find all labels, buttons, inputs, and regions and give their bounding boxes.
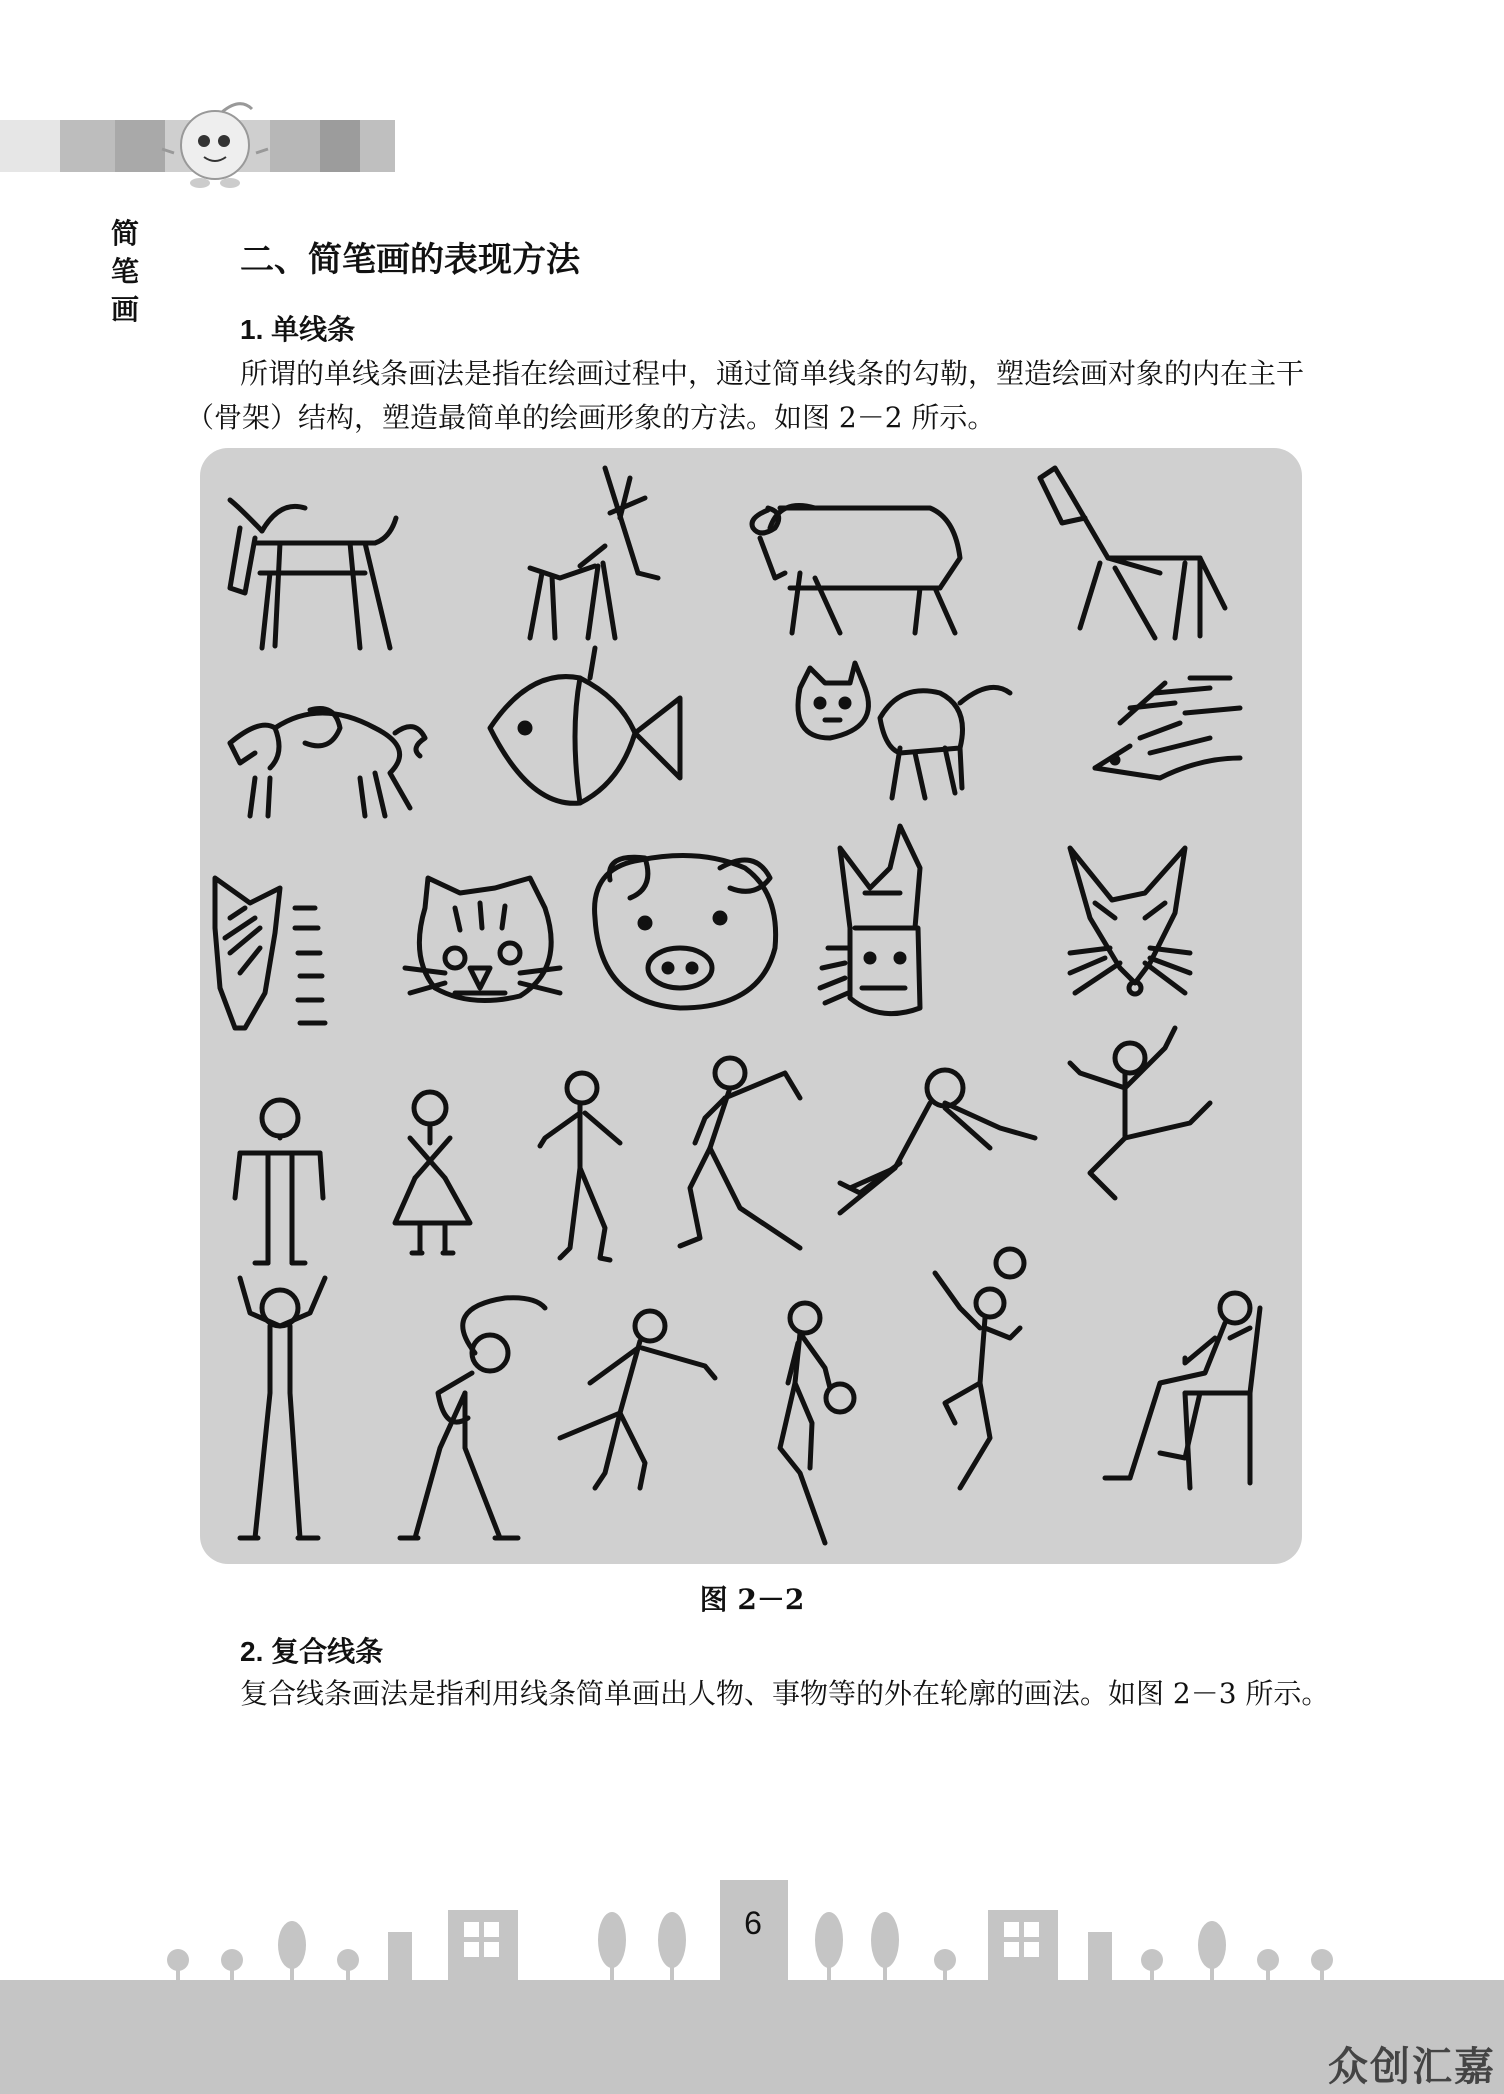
pig-head-drawing bbox=[595, 856, 776, 1009]
page-number: 6 bbox=[744, 1905, 762, 1941]
ox-drawing bbox=[230, 500, 396, 648]
fox-head-drawing bbox=[1070, 848, 1190, 994]
seated-figure bbox=[1105, 1293, 1260, 1488]
arms-raised-figure bbox=[240, 1278, 325, 1538]
walking-figure bbox=[540, 1073, 620, 1260]
running-figure bbox=[680, 1058, 800, 1248]
standing-man-figure bbox=[235, 1100, 323, 1263]
figure-caption: 图 2－2 bbox=[699, 1583, 805, 1616]
tiger-head-drawing bbox=[405, 878, 560, 1001]
leaping-figure bbox=[840, 1070, 1035, 1213]
volleyball-figure bbox=[935, 1249, 1024, 1488]
jumping-figure bbox=[1070, 1028, 1210, 1198]
paragraph-1: 所谓的单线条画法是指在绘画过程中，通过简单线条的勾勒，塑造绘画对象的内在主干（骨架）结构，塑造最简单的绘画形象的方法。如图 2－2 所示。 bbox=[186, 357, 1305, 434]
stretching-figure bbox=[400, 1298, 545, 1538]
cat-drawing bbox=[798, 663, 1010, 798]
figure-panel bbox=[200, 448, 1302, 1564]
pig-drawing bbox=[230, 708, 425, 816]
side-label: 简笔画 bbox=[110, 217, 139, 326]
subsection-heading-2: 2. 复合线条 bbox=[240, 1636, 384, 1667]
horse-drawing bbox=[1040, 468, 1225, 638]
horse-head-drawing bbox=[215, 878, 325, 1028]
deer-drawing bbox=[530, 468, 658, 638]
mascot-icon bbox=[160, 95, 270, 190]
fish-drawing bbox=[490, 648, 680, 803]
dancing-figure bbox=[560, 1311, 715, 1488]
watermark: 众创汇嘉 bbox=[1328, 2044, 1496, 2090]
subsection-heading-1: 1. 单线条 bbox=[240, 314, 356, 345]
hedgehog-drawing bbox=[1095, 678, 1240, 778]
ball-dribbling-figure bbox=[780, 1303, 854, 1543]
donkey-head-drawing bbox=[820, 826, 920, 1014]
standing-woman-figure bbox=[395, 1092, 470, 1253]
ram-drawing bbox=[752, 506, 960, 634]
paragraph-2: 复合线条画法是指利用线条简单画出人物、事物等的外在轮廓的画法。如图 2－3 所示。 bbox=[240, 1677, 1330, 1710]
section-title: 二、简笔画的表现方法 bbox=[240, 240, 580, 280]
footer-skyline bbox=[0, 1870, 1504, 2094]
